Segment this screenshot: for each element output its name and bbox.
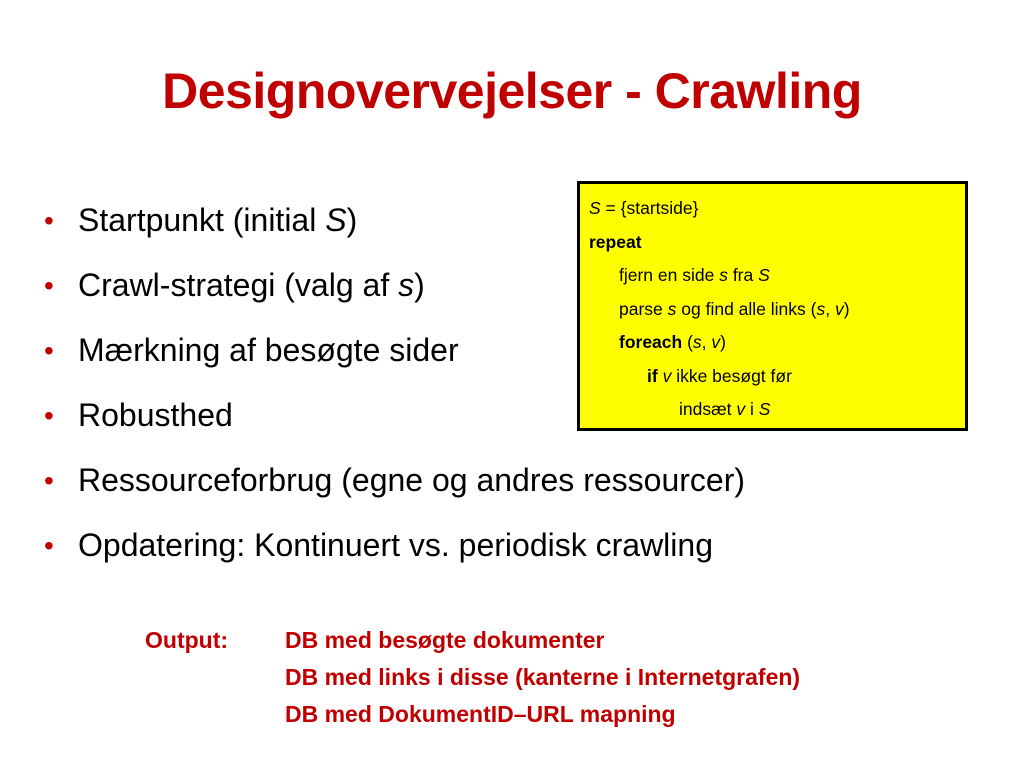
bullet-text: Crawl-strategi (valg af [78,267,399,303]
code-keyword: if [647,365,658,386]
bullet-text: Robusthed [78,397,233,433]
code-text: , [825,298,835,319]
output-line: DB med links i disse (kanterne i Internetgrafen) [285,664,801,690]
code-line-2 [589,226,965,260]
code-keyword: repeat [589,231,642,252]
output-label: Output: [145,627,229,653]
output-lines [285,622,800,733]
pseudocode-box [577,181,968,431]
code-text: , [701,332,712,352]
bullet-text: Ressourceforbrug (egne og andres ressourcer) [78,462,745,498]
code-line-1 [589,192,965,226]
output-line: DB med besøgte dokumenter [285,627,605,653]
code-line-6 [589,360,965,394]
slide-title: Designovervejelser - Crawling [162,63,862,119]
bullet-icon: • [44,465,54,496]
code-text: i [745,399,759,419]
code-var: S [758,399,771,419]
code-text: og find alle links ( [676,298,817,319]
code-text: indsæt [679,399,737,419]
code-var: v [834,298,844,319]
bullet-text: Mærkning af besøgte sider [78,332,459,368]
code-line-5 [589,326,965,360]
code-var: v [662,365,672,386]
code-var: v [711,332,721,352]
bullet-text-end: ) [346,202,358,238]
code-var: s [816,298,826,319]
bullet-icon: • [44,530,54,561]
code-var: s [667,298,677,319]
bullet-icon: • [44,205,54,236]
code-line-3 [589,259,965,293]
bullet-icon: • [44,400,54,431]
code-var: s [692,332,702,352]
code-text: ) [843,298,850,319]
code-text: fjern en side [619,265,720,285]
code-var: s [719,265,728,285]
bullet-item [42,448,745,513]
bullet-variable: S [325,202,347,238]
code-text: fra [727,265,759,285]
code-text: ( [682,332,693,352]
code-text: ikke besøgt før [671,365,792,386]
code-line-7 [589,393,965,427]
bullet-text: Opdatering: Kontinuert vs. periodisk crawling [78,527,713,563]
code-line-4 [589,293,965,327]
code-var: v [736,399,746,419]
bullet-icon: • [44,270,54,301]
output-line: DB med DokumentID–URL mapning [285,701,676,727]
code-keyword: foreach [619,332,683,352]
bullet-text-end: ) [414,267,425,303]
code-text: parse [619,298,668,319]
bullet-icon: • [44,335,54,366]
code-text: ) [720,332,726,352]
bullet-text: Startpunkt (initial [78,202,326,238]
code-var: S [758,265,770,285]
bullet-item [42,513,745,578]
code-var: S [589,198,601,218]
code-text: = {startside} [600,198,699,218]
bullet-variable: s [398,267,415,303]
